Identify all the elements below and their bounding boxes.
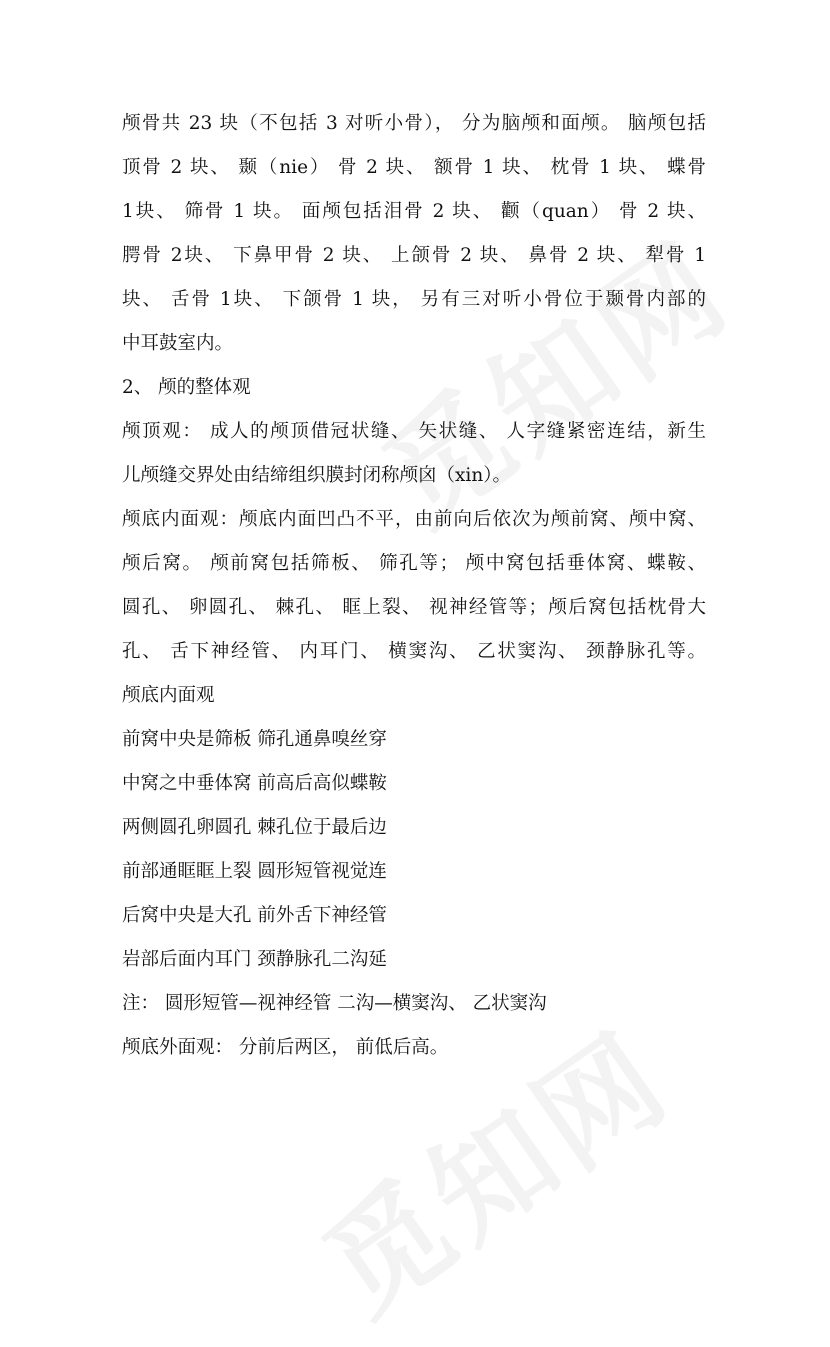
paragraph-line: 儿颅缝交界处由结缔组织膜封闭称颅囟（xin）。	[122, 465, 512, 486]
paragraph-line: 腭骨 2块、 下鼻甲骨 2 块、 上颌骨 2 块、 鼻骨 2 块、 犁骨 1	[122, 245, 706, 266]
paragraph-line: 顶骨 2 块、 颞（nie） 骨 2 块、 额骨 1 块、 枕骨 1 块、 蝶骨	[122, 157, 706, 178]
verse-line: 中窝之中垂体窝 前高后高似蝶鞍	[122, 773, 387, 794]
note-line: 注： 圆形短管—视神经管 二沟—横窦沟、 乙状窦沟	[122, 993, 547, 1014]
paragraph-line: 1块、 筛骨 1 块。 面颅包括泪骨 2 块、 颧（quan） 骨 2 块、	[122, 201, 706, 222]
paragraph-line: 颅顶观： 成人的颅顶借冠状缝、 矢状缝、 人字缝紧密连结，新生	[122, 421, 706, 442]
paragraph-line: 圆孔、 卵圆孔、 棘孔、 眶上裂、 视神经管等；颅后窝包括枕骨大	[122, 597, 706, 618]
section-heading: 2、 颅的整体观	[122, 377, 251, 398]
verse-line: 两侧圆孔卵圆孔 棘孔位于最后边	[122, 817, 387, 838]
paragraph-line: 孔、 舌下神经管、 内耳门、 横窦沟、 乙状窦沟、 颈静脉孔等。	[122, 641, 706, 662]
subheading: 颅底内面观	[122, 685, 215, 706]
verse-line: 后窝中央是大孔 前外舌下神经管	[122, 905, 387, 926]
verse-line: 前窝中央是筛板 筛孔通鼻嗅丝穿	[122, 729, 387, 750]
paragraph-line: 块、 舌骨 1块、 下颌骨 1 块， 另有三对听小骨位于颞骨内部的	[122, 289, 706, 310]
paragraph-line: 颅后窝。 颅前窝包括筛板、 筛孔等； 颅中窝包括垂体窝、蝶鞍、	[122, 553, 706, 574]
verse-line: 岩部后面内耳门 颈静脉孔二沟延	[122, 949, 387, 970]
paragraph-line: 颅底内面观：颅底内面凹凸不平，由前向后依次为颅前窝、颅中窝、	[122, 509, 706, 530]
paragraph-line: 中耳鼓室内。	[122, 333, 234, 354]
verse-line: 前部通眶眶上裂 圆形短管视觉连	[122, 861, 387, 882]
paragraph-line: 颅底外面观： 分前后两区， 前低后高。	[122, 1037, 449, 1058]
paragraph-line: 颅骨共 23 块（不包括 3 对听小骨）， 分为脑颅和面颅。 脑颅包括	[122, 113, 706, 134]
